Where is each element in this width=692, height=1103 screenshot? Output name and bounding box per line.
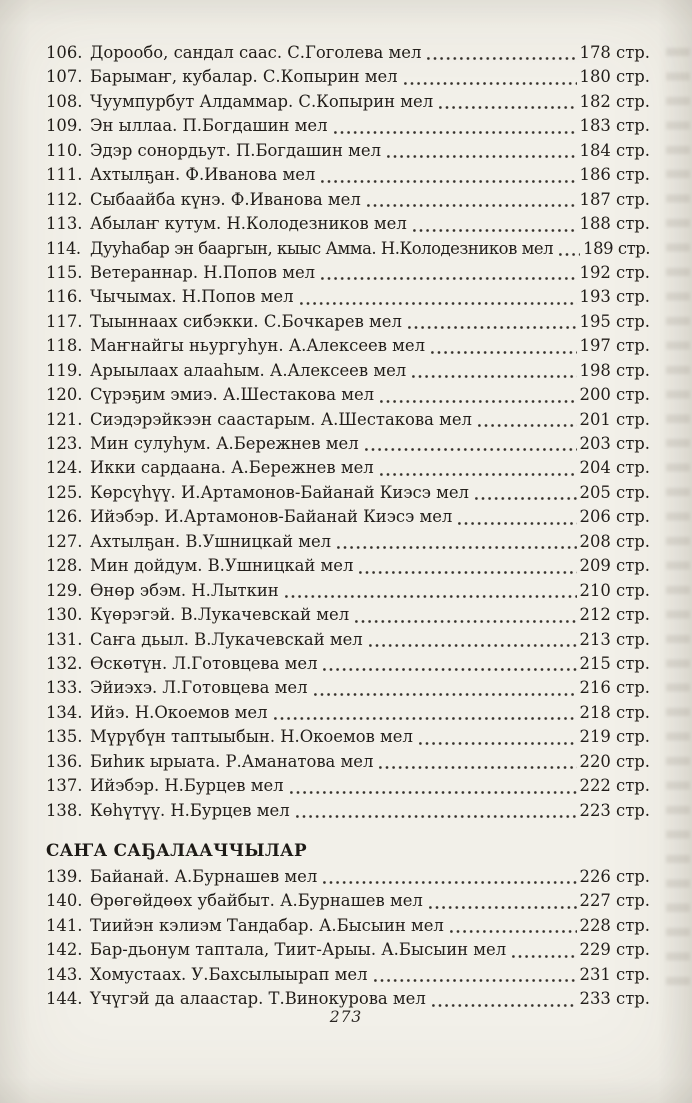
dot-leader xyxy=(300,302,577,305)
entry-page-reference: 222 стр. xyxy=(579,776,650,796)
entry-number: 127. xyxy=(46,531,83,551)
toc-entry xyxy=(46,114,650,138)
entry-page-reference: 197 стр. xyxy=(579,336,650,356)
entry-title: Үчүгэй да алаастар. Т.Винокурова мел xyxy=(90,989,426,1009)
dot-leader xyxy=(274,717,577,720)
entry-title: Сиэдэрэйкээн саастарым. А.Шестакова мел xyxy=(90,409,472,429)
entry-number: 134. xyxy=(46,702,83,722)
dot-leader xyxy=(367,204,577,207)
entry-title: Чычымах. Н.Попов мел xyxy=(90,287,294,307)
entry-title: Икки сардаана. А.Бережнев мел xyxy=(90,458,374,478)
entry-page-reference: 205 стр. xyxy=(579,482,650,502)
dot-leader xyxy=(321,180,576,183)
entry-page-reference: 187 стр. xyxy=(579,189,650,209)
toc-entry xyxy=(46,359,650,383)
entry-title: Ахтылҕан. В.Ушницкай мел xyxy=(90,531,332,551)
ink-bleed-through-artifact xyxy=(666,48,690,998)
entry-page-reference: 192 стр. xyxy=(579,262,650,282)
entry-number: 116. xyxy=(46,287,83,307)
toc-entry xyxy=(46,65,650,89)
entry-title: Абылаҥ кутум. Н.Колодезников мел xyxy=(90,214,407,234)
entry-page-reference: 178 стр. xyxy=(579,43,650,62)
entry-number: 110. xyxy=(46,140,83,160)
toc-entry xyxy=(46,285,650,309)
dot-leader xyxy=(429,906,577,909)
toc-entry xyxy=(46,408,650,432)
entry-page-reference: 193 стр. xyxy=(579,287,650,307)
entry-page-reference: 218 стр. xyxy=(579,702,650,722)
toc-entry xyxy=(46,456,650,480)
table-of-contents xyxy=(46,41,650,1012)
entry-title: Ийэбэр. И.Артамонов-Байанай Киэсэ мел xyxy=(90,507,453,527)
toc-entry xyxy=(46,603,650,627)
entry-number: 125. xyxy=(46,482,83,502)
dot-leader xyxy=(323,881,576,884)
toc-entry xyxy=(46,212,650,236)
entry-page-reference: 201 стр. xyxy=(579,409,650,429)
entry-title: Көһүтүү. Н.Бурцев мел xyxy=(90,800,290,820)
dot-leader xyxy=(359,571,576,574)
dot-leader xyxy=(419,742,577,745)
entry-number: 118. xyxy=(46,336,83,356)
dot-leader xyxy=(439,106,576,109)
entry-title: Сүрэҕим эмиэ. А.Шестакова мел xyxy=(90,385,375,405)
dot-leader xyxy=(412,375,576,378)
dot-leader xyxy=(432,1004,577,1007)
entry-title: Өскөтүн. Л.Готовцева мел xyxy=(90,653,318,673)
dot-leader xyxy=(387,155,577,158)
entry-title: Арыылаах алааһым. А.Алексеев мел xyxy=(90,360,407,380)
toc-entry xyxy=(46,652,650,676)
dot-leader xyxy=(355,620,576,623)
toc-entry xyxy=(46,163,650,187)
entry-title: Сыбаайба күнэ. Ф.Иванова мел xyxy=(90,189,361,209)
entry-page-reference: 200 стр. xyxy=(579,385,650,405)
entry-number: 114. xyxy=(46,238,81,258)
toc-entry xyxy=(46,676,650,700)
toc-entry xyxy=(46,41,650,65)
entry-page-reference: 204 стр. xyxy=(579,458,650,478)
toc-entry xyxy=(46,505,650,529)
entry-title: Бар-дьонум таптала, Тиит-Арыы. А.Бысыин мел xyxy=(90,940,507,960)
entry-page-reference: 231 стр. xyxy=(579,964,650,984)
entry-title: Чуумпурбут Алдаммар. С.Копырин мел xyxy=(90,91,434,111)
entry-number: 129. xyxy=(46,580,83,600)
toc-entry xyxy=(46,90,650,114)
dot-leader xyxy=(427,57,576,60)
entry-page-reference: 189 стр. xyxy=(583,238,650,258)
entry-number: 130. xyxy=(46,605,83,625)
dot-leader xyxy=(404,82,577,85)
entry-page-reference: 212 стр. xyxy=(579,605,650,625)
entry-title: Мин дойдум. В.Ушницкай мел xyxy=(90,556,354,576)
entry-number: 141. xyxy=(46,915,83,935)
entry-title: Тиийэн кэлиэм Тандабар. А.Бысыин мел xyxy=(90,915,444,935)
entry-number: 119. xyxy=(46,360,83,380)
entry-page-reference: 220 стр. xyxy=(579,751,650,771)
entry-page-reference: 219 стр. xyxy=(579,727,650,747)
entry-number: 137. xyxy=(46,776,83,796)
entry-page-reference: 216 стр. xyxy=(579,678,650,698)
entry-number: 111. xyxy=(46,165,83,185)
toc-entry xyxy=(46,481,650,505)
entry-number: 120. xyxy=(46,385,83,405)
entry-number: 107. xyxy=(46,67,83,87)
entry-number: 140. xyxy=(46,891,83,911)
dot-leader xyxy=(559,253,580,256)
toc-entry xyxy=(46,889,650,913)
entry-title: Эйиэхэ. Л.Готовцева мел xyxy=(90,678,308,698)
dot-leader xyxy=(380,400,576,403)
entry-page-reference: 229 стр. xyxy=(579,940,650,960)
entry-number: 117. xyxy=(46,311,83,331)
entry-number: 121. xyxy=(46,409,83,429)
toc-entry xyxy=(46,579,650,603)
entry-title: Дууһабар эн бааргын, кыыс Амма. Н.Колодезников мел xyxy=(90,238,554,258)
toc-entry xyxy=(46,334,650,358)
entry-page-reference: 182 стр. xyxy=(579,91,650,111)
toc-entry xyxy=(46,701,650,725)
entry-page-reference: 215 стр. xyxy=(579,653,650,673)
entry-page-reference: 180 стр. xyxy=(579,67,650,87)
toc-entry xyxy=(46,750,650,774)
entry-title: Ахтылҕан. Ф.Иванова мел xyxy=(90,165,316,185)
entry-title: Саҥа дьыл. В.Лукачевскай мел xyxy=(90,629,363,649)
dot-leader xyxy=(475,497,577,500)
dot-leader xyxy=(321,277,576,280)
entry-page-reference: 186 стр. xyxy=(579,165,650,185)
toc-section-1 xyxy=(46,41,650,823)
toc-entry xyxy=(46,963,650,987)
entry-page-reference: 184 стр. xyxy=(579,140,650,160)
entry-page-reference: 233 стр. xyxy=(579,989,650,1009)
entry-number: 135. xyxy=(46,727,83,747)
entry-page-reference: 203 стр. xyxy=(579,434,650,453)
toc-entry xyxy=(46,261,650,285)
entry-number: 128. xyxy=(46,556,83,576)
entry-title: Көрсүһүү. И.Артамонов-Байанай Киэсэ мел xyxy=(90,482,469,502)
dot-leader xyxy=(365,448,577,451)
toc-entry xyxy=(46,383,650,407)
dot-leader xyxy=(369,644,577,647)
dot-leader xyxy=(334,131,577,134)
entry-number: 126. xyxy=(46,507,83,527)
entry-title: Эн ыллаа. П.Богдашин мел xyxy=(90,116,328,136)
entry-title: Дорообо, сандал саас. С.Гоголева мел xyxy=(90,43,422,62)
toc-entry xyxy=(46,799,650,823)
page-number-footer: 273 xyxy=(329,1008,363,1026)
entry-title: Күөрэгэй. В.Лукачевскай мел xyxy=(90,605,350,625)
entry-number: 139. xyxy=(46,867,83,886)
dot-leader xyxy=(413,229,577,232)
entry-number: 131. xyxy=(46,629,83,649)
dot-leader xyxy=(380,473,577,476)
dot-leader xyxy=(512,955,576,958)
entry-number: 112. xyxy=(46,189,83,209)
entry-title: Мүрүбүн таптыыбын. Н.Окоемов мел xyxy=(90,727,413,747)
entry-number: 115. xyxy=(46,262,83,282)
entry-number: 109. xyxy=(46,116,83,136)
entry-number: 133. xyxy=(46,678,83,698)
dot-leader xyxy=(314,693,577,696)
entry-page-reference: 195 стр. xyxy=(579,311,650,331)
toc-entry xyxy=(46,188,650,212)
entry-title: Мин сулуһум. А.Бережнев мел xyxy=(90,434,359,453)
toc-entry xyxy=(46,725,650,749)
entry-number: 138. xyxy=(46,800,83,820)
entry-title: Маҥнайгы ньургуһун. А.Алексеев мел xyxy=(90,336,426,356)
dot-leader xyxy=(374,979,577,982)
entry-number: 143. xyxy=(46,964,83,984)
dot-leader xyxy=(290,791,577,794)
toc-entry xyxy=(46,774,650,798)
entry-page-reference: 213 стр. xyxy=(579,629,650,649)
entry-page-reference: 228 стр. xyxy=(579,915,650,935)
entry-title: Өнөр эбэм. Н.Лыткин xyxy=(90,580,279,600)
toc-entry xyxy=(46,530,650,554)
entry-page-reference: 183 стр. xyxy=(579,116,650,136)
toc-section-2 xyxy=(46,865,650,1012)
entry-number: 106. xyxy=(46,43,83,62)
entry-number: 142. xyxy=(46,940,83,960)
dot-leader xyxy=(296,815,577,818)
dot-leader xyxy=(450,930,577,933)
toc-entry xyxy=(46,865,650,889)
entry-title: Биһик ырыата. Р.Аманатова мел xyxy=(90,751,374,771)
entry-title: Ийэбэр. Н.Бурцев мел xyxy=(90,776,284,796)
dot-leader xyxy=(323,668,576,671)
toc-entry xyxy=(46,938,650,962)
toc-entry xyxy=(46,139,650,163)
entry-title: Өрөгөйдөөх убайбыт. А.Бурнашев мел xyxy=(90,891,423,911)
entry-title: Ветераннар. Н.Попов мел xyxy=(90,262,316,282)
toc-entry xyxy=(46,237,650,261)
entry-page-reference: 226 стр. xyxy=(579,867,650,886)
entry-number: 123. xyxy=(46,434,83,453)
entry-page-reference: 209 стр. xyxy=(579,556,650,576)
dot-leader xyxy=(408,326,577,329)
dot-leader xyxy=(379,766,576,769)
entry-title: Эдэр сонордьут. П.Богдашин мел xyxy=(90,140,382,160)
dot-leader xyxy=(478,424,577,427)
entry-title: Барымаҥ, кубалар. С.Копырин мел xyxy=(90,67,398,87)
toc-entry xyxy=(46,914,650,938)
entry-number: 144. xyxy=(46,989,83,1009)
entry-title: Ийэ. Н.Окоемов мел xyxy=(90,702,268,722)
entry-number: 113. xyxy=(46,214,83,234)
entry-number: 108. xyxy=(46,91,83,111)
dot-leader xyxy=(337,546,576,549)
dot-leader xyxy=(458,522,576,525)
entry-page-reference: 208 стр. xyxy=(579,531,650,551)
entry-title: Хомустаах. У.Бахсылыырап мел xyxy=(90,964,368,984)
entry-page-reference: 188 стр. xyxy=(579,214,650,234)
entry-page-reference: 223 стр. xyxy=(579,800,650,820)
entry-number: 124. xyxy=(46,458,83,478)
entry-page-reference: 198 стр. xyxy=(579,360,650,380)
toc-entry xyxy=(46,554,650,578)
toc-entry xyxy=(46,310,650,334)
dot-leader xyxy=(431,351,577,354)
dot-leader xyxy=(285,595,577,598)
toc-entry xyxy=(46,628,650,652)
entry-page-reference: 210 стр. xyxy=(579,580,650,600)
section-heading: САҤА САҔАЛААЧЧЫЛАР xyxy=(46,840,307,860)
entry-title: Тыыннаах сибэкки. С.Бочкарев мел xyxy=(90,311,402,331)
entry-page-reference: 206 стр. xyxy=(579,507,650,527)
entry-number: 132. xyxy=(46,653,83,673)
entry-title: Байанай. А.Бурнашев мел xyxy=(90,867,318,886)
entry-page-reference: 227 стр. xyxy=(579,891,650,911)
toc-entry xyxy=(46,432,650,456)
entry-number: 136. xyxy=(46,751,83,771)
